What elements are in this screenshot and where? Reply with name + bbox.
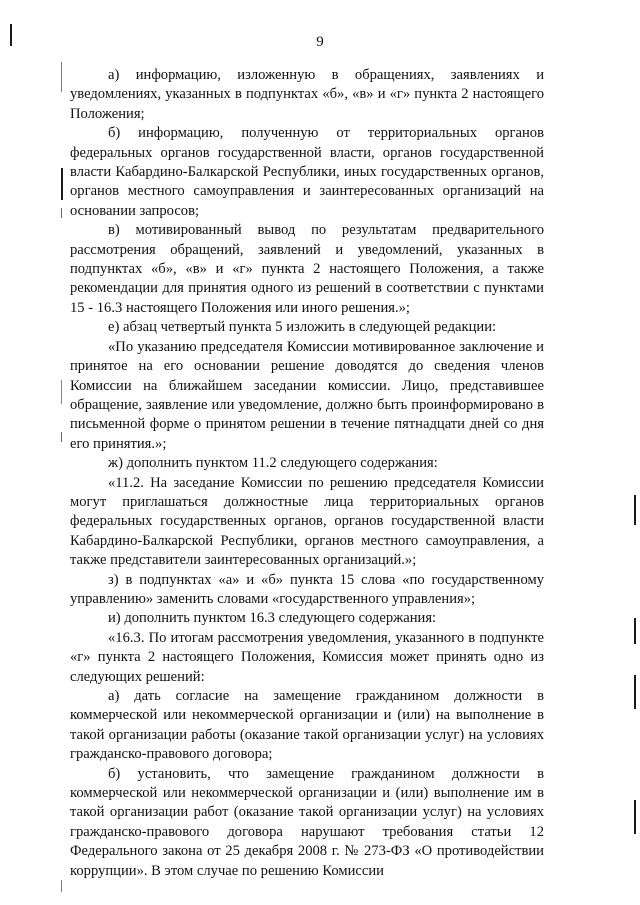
scan-mark-left-1 xyxy=(61,62,62,92)
document-body xyxy=(70,66,544,881)
paragraph-16-3-a: а) дать согласие на замещение гражданином должности в коммерческой или некоммерческой организации и (или) на выполнение в такой организации работы (оказание такой организации услуг) на условиях гражданско-правового договора; xyxy=(70,688,544,763)
scan-mark-left-5 xyxy=(61,432,62,442)
scan-mark-left-bottom xyxy=(61,880,62,892)
scan-mark-left-3 xyxy=(61,208,62,218)
paragraph-v-conclusion: в) мотивированный вывод по результатам предварительного рассмотрения обращений, заявлений и уведомлений, указанных в подпунктах «б», «в» и «г» пункта 2 настоящего Положения, а также рекомендации для принятия одного из решений в соответствии с пунктами 15 - 16.3 настоящего Положения или иного решения.»; xyxy=(70,222,544,316)
paragraph-a-information: а) информацию, изложенную в обращениях, заявлениях и уведомлениях, указанных в подпунктах «б», «в» и «г» пункта 2 настоящего Положения; xyxy=(70,67,544,122)
scan-mark-right-4 xyxy=(634,800,636,834)
scan-mark-left-4 xyxy=(61,380,62,404)
paragraph-z-amendment: з) в подпунктах «а» и «б» пункта 15 слова «по государственному управлению» заменить словами «государственного управления»; xyxy=(70,571,544,607)
scan-mark-left-2 xyxy=(61,168,63,200)
paragraph-chairman-instruction: «По указанию председателя Комиссии мотивированное заключение и принятое на его основании решение доводятся до сведения членов Комиссии на ближайшем заседании комиссии. Лицо, представившее обращение, заявление или уведомление, должно быть проинформировано в письменной форме о принятом решении в течение пятнадцати дней со дня его принятия.»; xyxy=(70,338,544,452)
scan-mark-right-3 xyxy=(634,675,636,709)
paragraph-16-3-b: б) установить, что замещение гражданином должности в коммерческой или некоммерческой организации и (или) выполнение им в такой организации работ (оказание такой организации услуг) на условиях гражданско-правового договора нарушают требования статьи 12 Федерального закона от 25 декабря 2008 г. № 273-ФЗ «О противодействии коррупции». В этом случае по решению Комиссии xyxy=(70,765,544,879)
scan-mark-right-1 xyxy=(634,495,636,525)
paragraph-e-amendment: е) абзац четвертый пункта 5 изложить в следующей редакции: xyxy=(108,319,497,336)
paragraph-zh-amendment: ж) дополнить пунктом 11.2 следующего содержания: xyxy=(108,455,438,472)
paragraph-16-3: «16.3. По итогам рассмотрения уведомления, указанного в подпункте «г» пункта 2 настоящего Положения, Комиссия может принять одно из следующих решений: xyxy=(70,629,544,685)
paragraph-i-amendment: и) дополнить пунктом 16.3 следующего содержания: xyxy=(108,610,437,627)
page-number: 9 xyxy=(316,34,324,50)
paragraph-b-information: б) информацию, полученную от территориальных органов федеральных органов государственной власти, органов государственной власти Кабардино-Балкарской Республики, иных государственных органов, органов местного самоуправления и заинтересованных организаций на основании запросов; xyxy=(70,125,544,219)
scan-mark-right-2 xyxy=(634,618,636,644)
paragraph-11-2: «11.2. На заседание Комиссии по решению председателя Комиссии могут приглашаться должностные лица территориальных органов федеральных государственных органов, органов государственной власти Кабардино-Балкарской Республики, органов местного самоуправления, а также представители заинтересованных организаций.»; xyxy=(70,474,544,569)
